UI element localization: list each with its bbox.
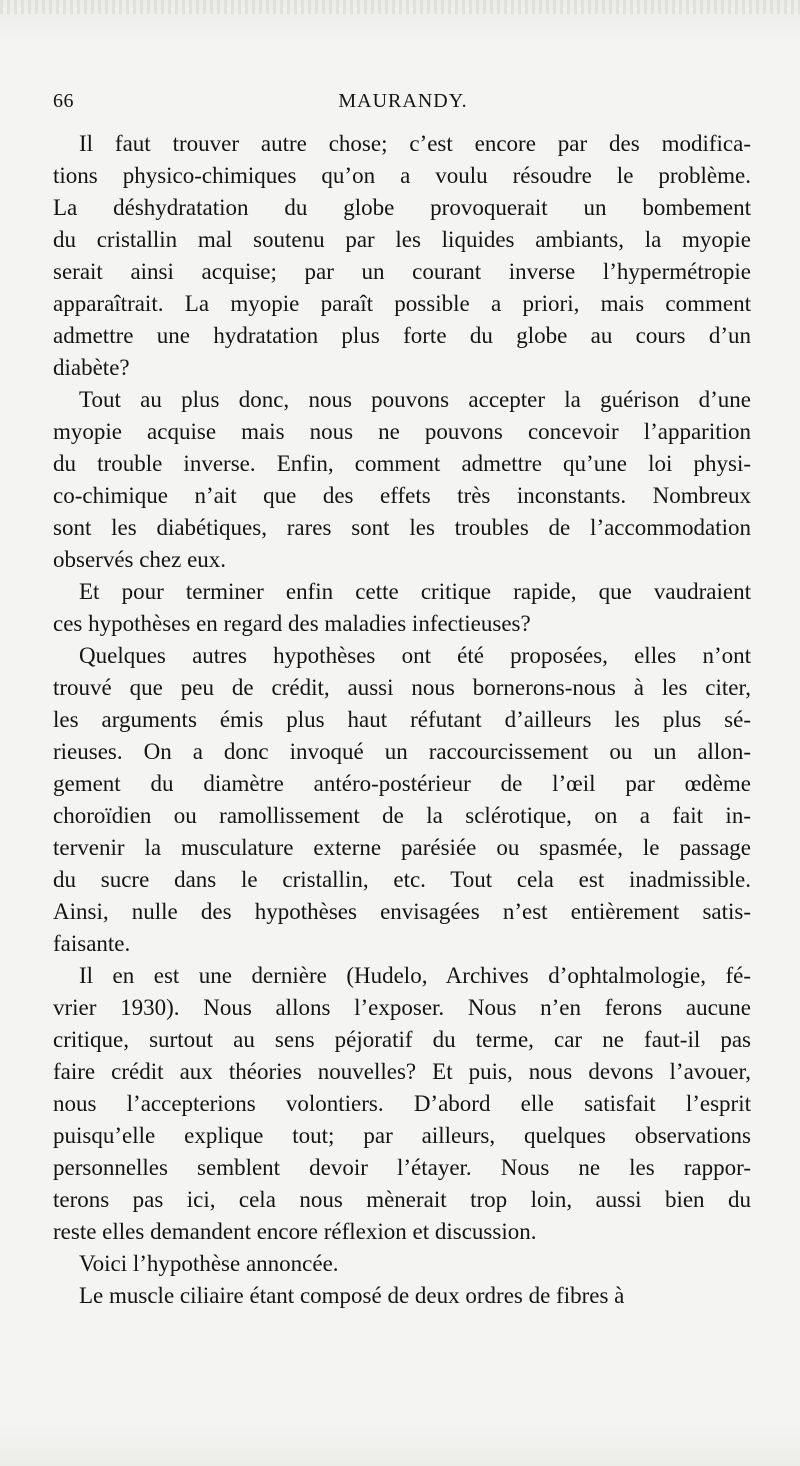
text-line: tions physico-chimiques qu’on a voulu résoudre le problème. [53,163,751,188]
body-text [53,128,751,1312]
text-line: terons pas ici, cela nous mènerait trop loin, aussi bien du [53,1187,751,1212]
text-line: Voici l’hypothèse annoncée. [79,1251,339,1276]
paragraph [53,384,751,576]
text-line: faire crédit aux théories nouvelles? Et puis, nous devons l’avouer, [53,1059,751,1084]
text-line: sont les diabétiques, rares sont les troubles de l’accommodation [53,515,751,540]
text-line: critique, surtout au sens péjoratif du terme, car ne faut-il pas [53,1027,751,1052]
paragraph [53,576,751,640]
text-line: Quelques autres hypothèses ont été proposées, elles n’ont [79,643,751,668]
text-line: vrier 1930). Nous allons l’exposer. Nous n’en ferons aucune [53,995,751,1020]
paragraph [53,1280,751,1312]
text-line: Il en est une dernière (Hudelo, Archives d’ophtalmologie, fé- [79,963,751,988]
text-line: diabète? [53,355,130,380]
text-line: nous l’accepterions volontiers. D’abord elle satisfait l’esprit [53,1091,751,1116]
running-head: MAURANDY. [338,90,468,112]
text-line: Il faut trouver autre chose; c’est encore par des modifica- [79,131,751,156]
paragraph [53,960,751,1248]
text-line: choroïdien ou ramollissement de la sclérotique, on a fait in- [53,803,751,828]
text-line: ces hypothèses en regard des maladies infectieuses? [53,611,531,636]
text-line: admettre une hydratation plus forte du globe au cours d’un [53,323,751,348]
text-line: du sucre dans le cristallin, etc. Tout cela est inadmissible. [53,867,751,892]
text-line: La déshydratation du globe provoquerait un bombement [53,195,751,220]
text-line: gement du diamètre antéro-postérieur de l’œil par œdème [53,771,751,796]
page-header [53,90,753,116]
text-line: personnelles semblent devoir l’étayer. Nous ne les rappor- [53,1155,751,1180]
text-line: Tout au plus donc, nous pouvons accepter la guérison d’une [79,387,751,412]
text-line: reste elles demandent encore réflexion et discussion. [53,1219,537,1244]
text-line: puisqu’elle explique tout; par ailleurs, quelques observations [53,1123,751,1148]
text-line: Ainsi, nulle des hypothèses envisagées n’est entièrement satis- [53,899,751,924]
text-line: serait ainsi acquise; par un courant inverse l’hypermétropie [53,259,751,284]
text-line: du trouble inverse. Enfin, comment admettre qu’une loi physi- [53,451,751,476]
text-line: Et pour terminer enfin cette critique rapide, que vaudraient [79,579,751,604]
text-line: myopie acquise mais nous ne pouvons concevoir l’apparition [53,419,751,444]
text-line: trouvé que peu de crédit, aussi nous bornerons-nous à les citer, [53,675,751,700]
text-line: Le muscle ciliaire étant composé de deux ordres de fibres à [79,1283,625,1308]
paragraph [53,128,751,384]
paragraph [53,640,751,960]
text-line: du cristallin mal soutenu par les liquides ambiants, la myopie [53,227,751,252]
text-line: les arguments émis plus haut réfutant d’ailleurs les plus sé- [53,707,751,732]
page-number: 66 [53,90,74,112]
text-line: observés chez eux. [53,547,227,572]
text-line: apparaîtrait. La myopie paraît possible a priori, mais comment [53,291,751,316]
text-line: co-chimique n’ait que des effets très inconstants. Nombreux [53,483,751,508]
text-line: rieuses. On a donc invoqué un raccourcissement ou un allon- [53,739,751,764]
page-top-edge [0,0,800,14]
text-line: tervenir la musculature externe parésiée ou spasmée, le passage [53,835,751,860]
paragraph [53,1248,751,1280]
text-line: faisante. [53,931,131,956]
